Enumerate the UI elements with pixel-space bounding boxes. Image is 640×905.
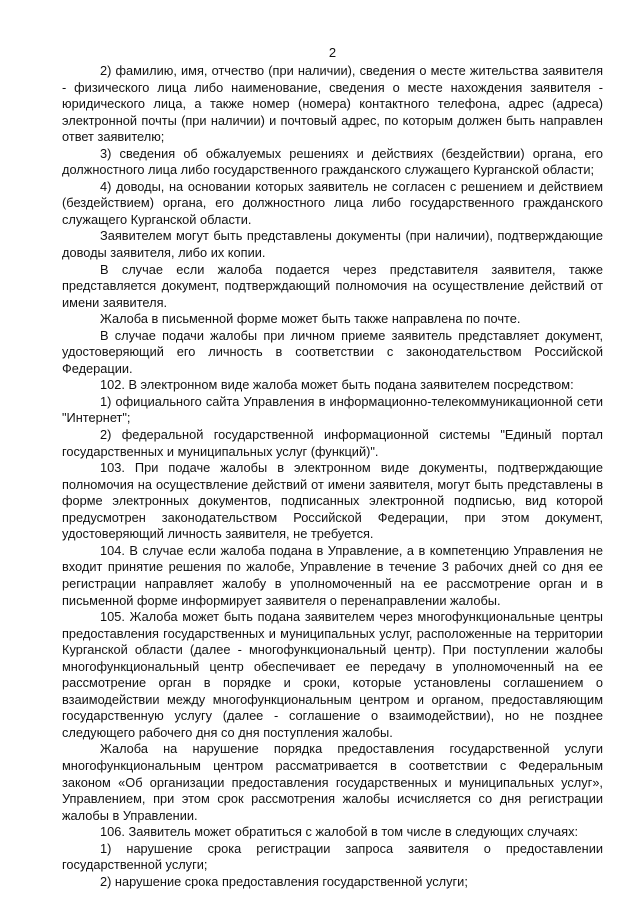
paragraph: 4) доводы, на основании которых заявитель не согласен с решением и действием (бездействием) органа, его должностного лица либо государственного гражданского служащего Курганской области. <box>62 178 603 227</box>
document-body <box>62 63 603 890</box>
paragraph: 106. Заявитель может обратиться с жалобой в том числе в следующих случаях: <box>100 824 579 840</box>
paragraph: Жалоба в письменной форме может быть также направлена по почте. <box>100 311 521 327</box>
paragraph: 104. В случае если жалоба подана в Управление, а в компетенцию Управления не входит принятие решения по жалобе, Управление в течение 3 рабочих дней со дня ее регистрации направляет жалобу в уполномоченный на ее рассмотрение орган и в письменной форме информирует заявителя о перенаправлении жалобы. <box>62 542 603 608</box>
page-number: 2 <box>328 45 337 60</box>
paragraph: Жалоба на нарушение порядка предоставления государственной услуги многофункциональным центром рассматривается в соответствии с Федеральным законом «Об организации предоставления государственных и муниципальных услуг», Управлением, при этом срок рассмотрения жалобы исчисляется со дня регистрации жалобы в Управлении. <box>62 741 603 823</box>
document-page <box>62 0 603 905</box>
paragraph: В случае подачи жалобы при личном приеме заявитель представляет документ, удостоверяющий его личность в соответствии с законодательством Российской Федерации. <box>62 327 603 376</box>
paragraph: Заявителем могут быть представлены документы (при наличии), подтверждающие доводы заявителя, либо их копии. <box>62 228 603 261</box>
paragraph: 105. Жалоба может быть подана заявителем через многофункциональные центры предоставления государственных и муниципальных услуг, расположенные на территории Курганской области (далее - многофункциональный центр). При поступлении жалобы многофункциональный центр обеспечивает ее передачу в уполномоченный на ее рассмотрение орган в порядке и сроки, которые установлены соглашением о взаимодействии между многофункциональным центром и органом, предоставляющим государственную услугу (далее - соглашение о взаимодействии), но не позднее следующего рабочего дня со дня поступления жалобы. <box>62 609 603 740</box>
paragraph: 1) нарушение срока регистрации запроса заявителя о предоставлении государственной услуги; <box>62 840 603 873</box>
paragraph: 2) федеральной государственной информационной системы "Единый портал государственных и муниципальных услуг (функций)". <box>62 427 603 459</box>
paragraph: 1) официального сайта Управления в информационно-телекоммуникационной сети "Интернет"; <box>62 393 603 426</box>
paragraph: 103. При подаче жалобы в электронном виде документы, подтверждающие полномочия на осуществление действий от имени заявителя, могут быть представлены в форме электронных документов, подписанных электронной подписью, вид которой предусмотрен законодательством Российской Федерации, при этом документ, удостоверяющий личность заявителя, не требуется. <box>62 460 603 542</box>
paragraph: 102. В электронном виде жалоба может быть подана заявителем посредством: <box>100 377 574 393</box>
paragraph: 3) сведения об обжалуемых решениях и действиях (бездействии) органа, его должностного лица либо государственного гражданского служащего Курганской области; <box>62 145 603 178</box>
paragraph: В случае если жалоба подается через представителя заявителя, также представляется документ, подтверждающий полномочия на осуществление действий от имени заявителя. <box>62 261 603 310</box>
paragraph: 2) фамилию, имя, отчество (при наличии), сведения о месте жительства заявителя - физического лица либо наименование, сведения о месте нахождения заявителя - юридического лица, а также номер (номера) контактного телефона, адрес (адреса) электронной почты (при наличии) и почтовый адрес, по которым должен быть направлен ответ заявителю; <box>62 63 603 145</box>
paragraph: 2) нарушение срока предоставления государственной услуги; <box>100 873 468 889</box>
